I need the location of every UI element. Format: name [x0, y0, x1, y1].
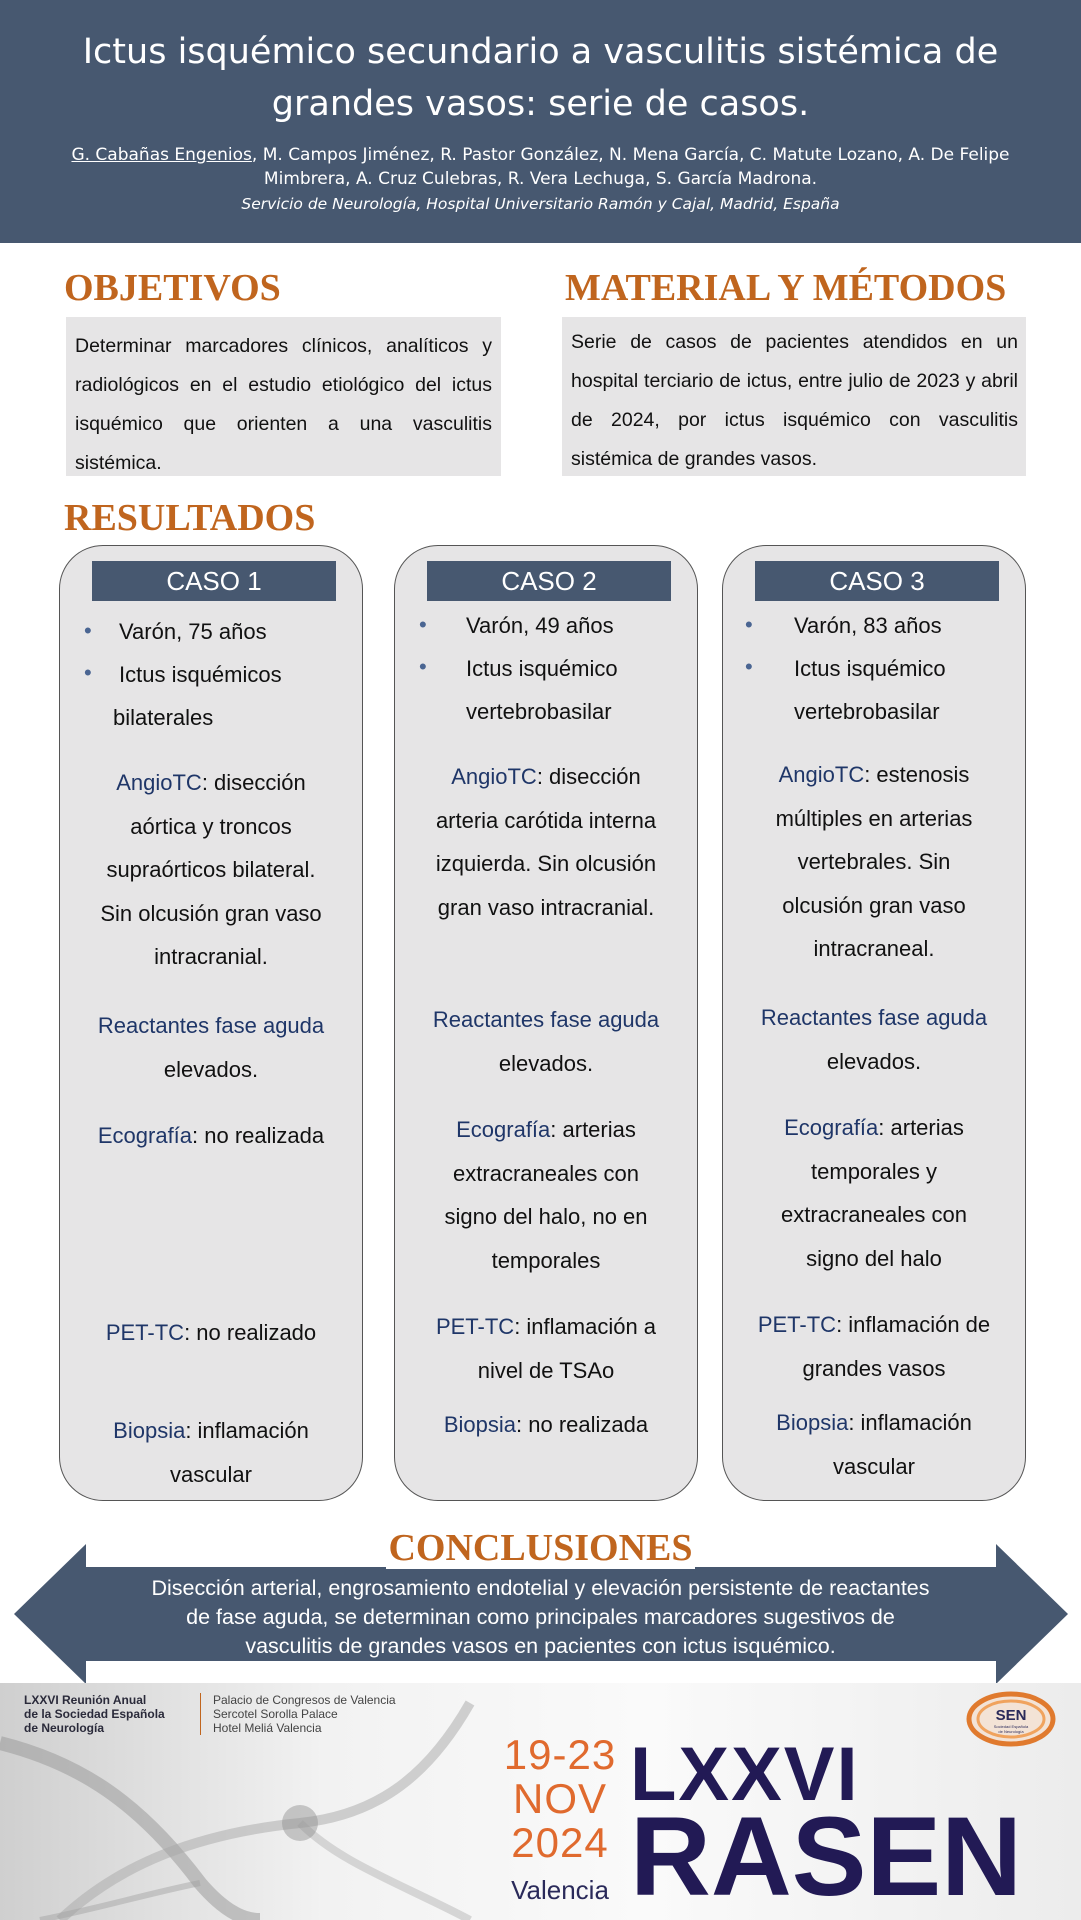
- finding-label: Reactantes fase aguda: [432, 1007, 660, 1032]
- finding-line: [401, 1403, 691, 1447]
- case-sex-age: Varón, 49 años: [466, 613, 614, 638]
- finding-text: : disección: [536, 764, 641, 789]
- metodos-heading: MATERIAL Y MÉTODOS: [565, 267, 1007, 309]
- meeting-line: LXXVI Reunión Anual: [24, 1693, 147, 1707]
- finding-line: grandes vasos: [802, 1355, 946, 1381]
- resultados-heading: RESULTADOS: [64, 497, 316, 539]
- venue-list: [200, 1693, 396, 1735]
- finding-line: [66, 1311, 356, 1355]
- finding-label: Biopsia: [113, 1418, 186, 1443]
- finding-line: [401, 1305, 691, 1349]
- conclusiones-line: vasculitis de grandes vasos en pacientes con ictus isquémico.: [245, 1634, 836, 1658]
- title-line: grandes vasos: serie de casos.: [271, 84, 810, 124]
- finding-line: temporales y: [811, 1158, 937, 1184]
- sen-logo: [966, 1691, 1056, 1747]
- finding-angiotc: [729, 753, 1019, 971]
- bullet-icon: •: [84, 618, 92, 643]
- case-ictus-type-cont: vertebrobasilar: [466, 699, 612, 724]
- finding-label: PET-TC: [105, 1320, 185, 1345]
- venue-line: Sercotel Sorolla Palace: [213, 1707, 338, 1721]
- finding-line: [66, 761, 356, 805]
- finding-text: : inflamación a: [514, 1314, 657, 1339]
- author-list: [40, 143, 1041, 191]
- finding-line: extracraneales con: [781, 1202, 967, 1227]
- bullet-icon: •: [745, 612, 753, 637]
- bullet-icon: •: [84, 660, 92, 685]
- finding-reactantes: [66, 1004, 356, 1091]
- objetivos-text: Determinar marcadores clínicos, analíticos y radiológicos en el estudio etiológico del ictus isquémico que orienten a una vasculitis sistémica.: [75, 335, 492, 474]
- finding-line: aórtica y troncos: [130, 813, 292, 839]
- case-title: CASO 3: [755, 561, 999, 601]
- poster-header: [0, 0, 1081, 243]
- congress-footer: [0, 1683, 1081, 1920]
- finding-text: elevados.: [163, 1056, 259, 1082]
- finding-text: : arterias: [878, 1115, 964, 1140]
- case-sex-age: Varón, 83 años: [794, 613, 942, 638]
- title-line: Ictus isquémico secundario a vasculitis sistémica de: [82, 32, 999, 72]
- poster-title: [40, 26, 1041, 130]
- metodos-text: Serie de casos de pacientes atendidos en un hospital terciario de ictus, entre julio de 2023 y abril de 2024, por ictus isquémico con vasculitis sistémica de grandes vasos.: [571, 331, 1018, 470]
- case-card: [394, 545, 698, 1501]
- author-line: [40, 143, 1041, 167]
- brand-edition: LXXVI: [630, 1732, 860, 1817]
- bullet-icon: •: [419, 612, 427, 637]
- finding-line: [729, 753, 1019, 797]
- finding-ecografia: [729, 1106, 1019, 1280]
- date-range: 19-23: [503, 1731, 617, 1778]
- meeting-line: de la Sociedad Española: [24, 1707, 165, 1721]
- finding-line: temporales: [491, 1247, 601, 1273]
- case-ictus-type-cont: bilaterales: [113, 705, 214, 730]
- author-line: Mimbrera, A. Cruz Culebras, R. Vera Lechuga, S. García Madrona.: [263, 169, 818, 189]
- finding-ecografia: [401, 1108, 691, 1282]
- finding-line: supraórticos bilateral.: [106, 857, 316, 882]
- case-title: CASO 2: [427, 561, 671, 601]
- finding-text: elevados.: [498, 1050, 594, 1076]
- finding-angiotc: [66, 761, 356, 979]
- finding-line: signo del halo: [806, 1245, 942, 1271]
- meeting-name: [24, 1693, 165, 1735]
- finding-line: extracraneales con: [453, 1160, 639, 1186]
- finding-text: : no realizada: [192, 1123, 325, 1148]
- sen-logo-sub: Sociedad Española: [993, 1724, 1029, 1729]
- finding-text: : arterias: [550, 1117, 636, 1142]
- objetivos-box: [66, 317, 501, 476]
- conclusiones-heading-text: CONCLUSIONES: [388, 1527, 693, 1569]
- finding-label: AngioTC: [451, 764, 537, 789]
- conclusiones-text: [95, 1574, 986, 1661]
- congress-city: Valencia: [511, 1875, 609, 1905]
- finding-label: Ecografía: [97, 1123, 193, 1148]
- case-card: [722, 545, 1026, 1501]
- metodos-box: [562, 317, 1026, 476]
- finding-text: : no realizado: [184, 1320, 317, 1345]
- finding-line: [401, 755, 691, 799]
- bullet-icon: •: [745, 654, 753, 679]
- sen-logo-sub: de Neurología: [998, 1729, 1024, 1734]
- finding-angiotc: [401, 755, 691, 929]
- finding-pettc: [66, 1311, 356, 1355]
- finding-text: : disección: [201, 770, 306, 795]
- case-ictus-type: Ictus isquémico: [466, 656, 618, 681]
- case-ictus-type-cont: vertebrobasilar: [794, 699, 940, 724]
- finding-biopsia: [729, 1401, 1019, 1488]
- finding-label: PET-TC: [435, 1314, 515, 1339]
- finding-line: [729, 1401, 1019, 1445]
- finding-biopsia: [66, 1409, 356, 1496]
- finding-text: : inflamación: [848, 1410, 972, 1435]
- date-month: NOV: [512, 1775, 607, 1822]
- finding-pettc: [401, 1305, 691, 1392]
- finding-line: intracranial.: [154, 944, 268, 969]
- finding-label: Ecografía: [784, 1115, 879, 1140]
- finding-line: [401, 1108, 691, 1152]
- finding-line: vertebrales. Sin: [797, 849, 951, 874]
- case-ictus-type: Ictus isquémicos: [119, 662, 282, 687]
- sen-logo-text: SEN: [995, 1707, 1027, 1724]
- finding-biopsia: [401, 1403, 691, 1447]
- finding-text: elevados.: [826, 1048, 922, 1074]
- finding-pettc: [729, 1303, 1019, 1390]
- venue-line: Palacio de Congresos de Valencia: [213, 1693, 396, 1707]
- finding-label: Biopsia: [443, 1412, 517, 1437]
- affiliation: Servicio de Neurología, Hospital Universitario Ramón y Cajal, Madrid, España: [241, 195, 840, 213]
- finding-text: : estenosis: [864, 762, 970, 787]
- case-title: CASO 1: [92, 561, 336, 601]
- finding-line: signo del halo, no en: [444, 1204, 648, 1229]
- finding-line: [729, 1303, 1019, 1347]
- date-year: 2024: [511, 1819, 609, 1866]
- case-ictus-type: Ictus isquémico: [794, 656, 946, 681]
- finding-line: vascular: [170, 1461, 252, 1487]
- finding-text: : no realizada: [516, 1412, 649, 1437]
- bullet-icon: •: [419, 654, 427, 679]
- finding-line: múltiples en arterias: [775, 805, 973, 831]
- congress-dates: [470, 1733, 650, 1865]
- finding-label: AngioTC: [778, 762, 865, 787]
- finding-label: Ecografía: [456, 1117, 551, 1142]
- finding-line: nivel de TSAo: [477, 1357, 615, 1383]
- finding-label: Biopsia: [776, 1410, 849, 1435]
- finding-line: olcusión gran vaso: [782, 892, 966, 918]
- objetivos-heading: OBJETIVOS: [64, 267, 281, 309]
- finding-reactantes: [729, 996, 1019, 1083]
- conclusiones-heading: [0, 1526, 1081, 1570]
- meeting-line: de Neurología: [24, 1721, 105, 1735]
- finding-line: [66, 1114, 356, 1158]
- finding-label: AngioTC: [116, 770, 202, 795]
- finding-line: [66, 1409, 356, 1453]
- brand-rasen: RASEN: [630, 1794, 1023, 1919]
- finding-reactantes: [401, 998, 691, 1085]
- finding-line: intracraneal.: [813, 936, 935, 961]
- finding-label: Reactantes fase aguda: [97, 1013, 325, 1038]
- co-authors: , M. Campos Jiménez, R. Pastor González, N. Mena García, C. Matute Lozano, A. De Felipe: [251, 145, 1010, 165]
- finding-line: arteria carótida interna: [435, 807, 657, 833]
- finding-text: : inflamación: [185, 1418, 309, 1443]
- finding-label: PET-TC: [757, 1312, 837, 1337]
- conclusiones-line: Disección arterial, engrosamiento endotelial y elevación persistente de reactantes: [151, 1576, 930, 1600]
- case-card: [59, 545, 363, 1501]
- finding-label: Reactantes fase aguda: [760, 1005, 988, 1030]
- finding-line: Sin olcusión gran vaso: [100, 900, 322, 926]
- finding-text: : inflamación de: [836, 1312, 991, 1337]
- finding-line: izquierda. Sin olcusión: [435, 851, 657, 876]
- case-sex-age: Varón, 75 años: [119, 619, 267, 644]
- finding-line: vascular: [833, 1453, 915, 1479]
- finding-ecografia: [66, 1114, 356, 1158]
- conclusiones-line: de fase aguda, se determinan como principales marcadores sugestivos de: [186, 1605, 895, 1629]
- finding-line: gran vaso intracranial.: [437, 894, 655, 920]
- lead-author: G. Cabañas Engenios: [71, 145, 252, 165]
- finding-line: [729, 1106, 1019, 1150]
- venue-line: Hotel Meliá Valencia: [213, 1721, 322, 1735]
